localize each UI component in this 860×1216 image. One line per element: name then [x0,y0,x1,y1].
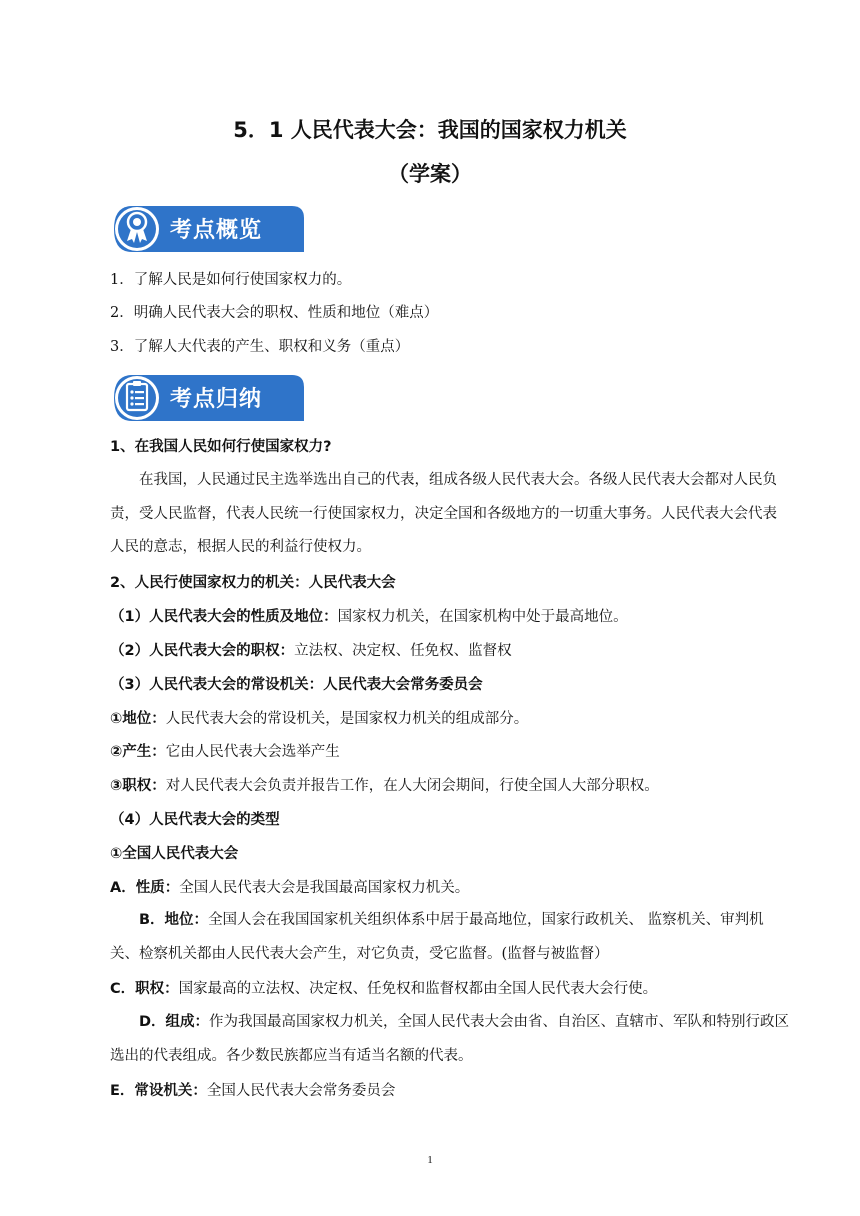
point-line: ①全国人民代表大会 [110,846,239,862]
paragraph: 在我国，人民通过民主选举选出自己的代表，组成各级人民代表大会。各级人民代表大会都对人民负责，受人民监督，代表人民统一行使国家权力，决定全国和各级地方的一切重大事务。人民代表大会代表人民的意志，根据人民的利益行使权力。 [110,472,777,555]
page-number: 1 [427,1154,433,1166]
point-line: （4）人民代表大会的类型 [110,812,280,828]
point-label: （1）人民代表大会的性质及地位： [110,609,338,625]
banner-label: 考点归纳 [170,387,263,412]
point-text: 国家权力机关，在国家机构中处于最高地位。 [337,609,628,625]
medal-ribbon-icon [122,210,152,244]
section-heading: 1、在我国人民如何行使国家权力? [110,439,332,455]
objective-item: 3．了解人大代表的产生、职权和义务（重点） [110,339,410,355]
objective-item: 2．明确人民代表大会的职权、性质和地位（难点） [110,305,439,321]
point-text: 立法权、决定权、任免权、监督权 [294,643,512,659]
banner-label: 考点概览 [170,218,263,243]
point-label: C．职权： [110,981,179,997]
point-label: （2）人民代表大会的职权： [110,643,295,659]
point-line [110,776,790,796]
clipboard-list-icon [122,380,152,414]
page-subtitle: （学案） [388,162,472,186]
paragraph [110,1006,790,1073]
point-line [110,641,790,661]
point-text: 作为我国最高国家权力机关，全国人民代表大会由省、自治区、直辖市、军队和特别行政区选出的代表组成。各少数民族都应当有适当名额的代表。 [110,1014,790,1064]
section-banner-overview [110,202,306,252]
page-title: 5．1 人民代表大会：我国的国家权力机关 [233,118,627,142]
point-label: ①地位： [110,711,166,727]
objective-item: 1．了解人民是如何行使国家权力的。 [110,272,352,288]
point-label: B．地位： [139,912,209,928]
paragraph [110,904,790,971]
point-text: 人民代表大会的常设机关，是国家权力机关的组成部分。 [165,711,529,727]
point-label: ③职权： [110,778,166,794]
point-line: （3）人民代表大会的常设机关：人民代表大会常务委员会 [110,677,483,693]
point-line [110,742,790,762]
point-text: 它由人民代表大会选举产生 [165,744,340,760]
point-line [110,878,790,898]
section-banner-summary [110,371,306,421]
point-text: 全国人会在我国国家机关组织体系中居于最高地位，国家行政机关、 监察机关、审判机关、检察机关都由人民代表大会产生，对它负责，受它监督。(监督与被监督） [110,912,764,962]
point-line [110,979,790,999]
point-label: D．组成： [139,1014,210,1030]
point-label: ②产生： [110,744,166,760]
point-line [110,709,790,729]
point-label: E．常设机关： [110,1083,207,1099]
point-text: 全国人民代表大会是我国最高国家权力机关。 [179,880,470,896]
point-line [110,607,790,627]
point-line [110,1081,790,1101]
point-label: A．性质： [110,880,180,896]
section-heading: 2、人民行使国家权力的机关：人民代表大会 [110,575,396,591]
point-text: 国家最高的立法权、决定权、任免权和监督权都由全国人民代表大会行使。 [178,981,658,997]
point-text: 对人民代表大会负责并报告工作，在人大闭会期间，行使全国人大部分职权。 [165,778,659,794]
point-text: 全国人民代表大会常务委员会 [206,1083,396,1099]
